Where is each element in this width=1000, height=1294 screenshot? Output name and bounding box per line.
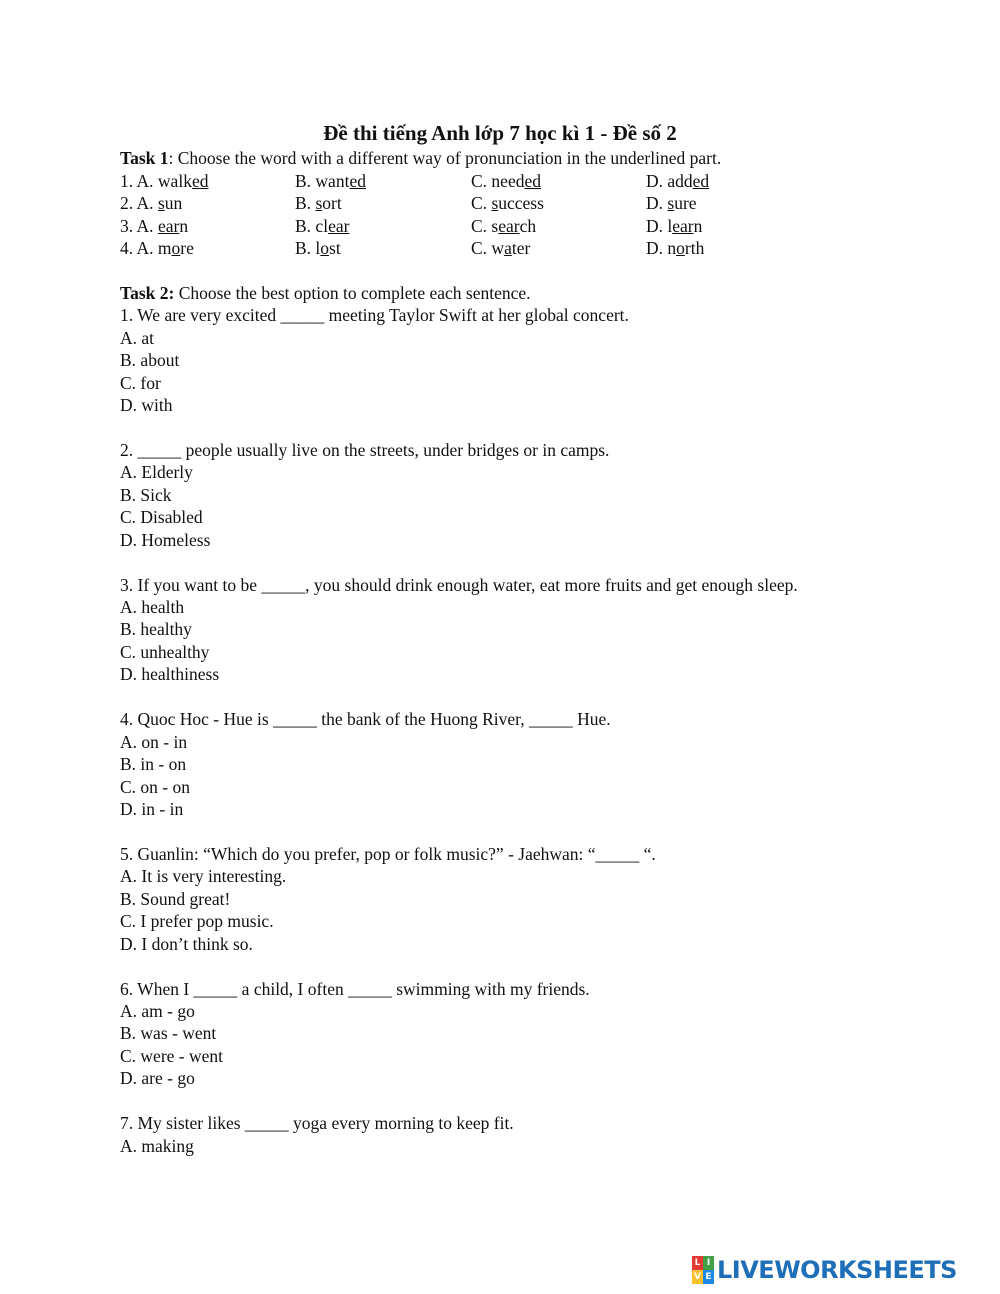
answer-option[interactable]: A. on - in (120, 732, 188, 752)
question-text: 5. Guanlin: “Which do you prefer, pop or folk music?” - Jaehwan: “_____ “. (120, 844, 656, 864)
task1-option[interactable]: C. search (471, 216, 537, 236)
task2-label: Task 2: (120, 283, 175, 303)
logo-mark-letter: L (692, 1256, 703, 1270)
task1-option[interactable]: 4. A. more (120, 238, 194, 258)
task1-heading (120, 147, 721, 169)
answer-option[interactable]: B. Sick (120, 485, 172, 505)
question-text: 6. When I _____ a child, I often _____ swimming with my friends. (120, 979, 590, 999)
task1-option[interactable]: 2. A. sun (120, 193, 183, 213)
answer-option[interactable]: B. in - on (120, 754, 187, 774)
task1-instruction: : Choose the word with a different way of pronunciation in the underlined part. (168, 148, 722, 168)
answer-option[interactable]: D. Homeless (120, 530, 211, 550)
answer-option[interactable]: A. It is very interesting. (120, 866, 287, 886)
task1-row (120, 170, 840, 192)
answer-option[interactable]: C. I prefer pop music. (120, 911, 274, 931)
answer-option[interactable]: D. with (120, 395, 173, 415)
task1-label: Task 1 (120, 148, 169, 168)
answer-option[interactable]: C. Disabled (120, 507, 203, 527)
answer-option[interactable]: C. for (120, 373, 161, 393)
answer-option[interactable]: D. I don’t think so. (120, 934, 253, 954)
task1-option[interactable]: B. sort (295, 193, 342, 213)
answer-option[interactable]: B. healthy (120, 619, 192, 639)
answer-option[interactable]: D. in - in (120, 799, 184, 819)
task1-option[interactable]: D. north (646, 238, 705, 258)
answer-option[interactable]: D. healthiness (120, 664, 220, 684)
task1-option[interactable]: C. success (471, 193, 544, 213)
question-text: 2. _____ people usually live on the streets, under bridges or in camps. (120, 440, 610, 460)
answer-option[interactable]: B. was - went (120, 1023, 217, 1043)
answer-option[interactable]: A. making (120, 1136, 194, 1156)
task1-option[interactable]: D. learn (646, 216, 703, 236)
answer-option[interactable]: D. are - go (120, 1068, 195, 1088)
answer-option[interactable]: C. on - on (120, 777, 190, 797)
question-text: 4. Quoc Hoc - Hue is _____ the bank of the Huong River, _____ Hue. (120, 709, 611, 729)
question-text: 1. We are very excited _____ meeting Taylor Swift at her global concert. (120, 305, 629, 325)
liveworksheets-logo[interactable] (692, 1254, 957, 1286)
page-title: Đề thi tiếng Anh lớp 7 học kì 1 - Đề số 2 (323, 121, 677, 145)
answer-option[interactable]: A. health (120, 597, 185, 617)
task2-instruction: Choose the best option to complete each sentence. (174, 283, 531, 303)
question-text: 3. If you want to be _____, you should drink enough water, eat more fruits and get enough sleep. (120, 575, 798, 595)
answer-option[interactable]: B. Sound great! (120, 889, 231, 909)
logo-mark-letter: I (703, 1256, 714, 1270)
task1-option[interactable]: B. wanted (295, 171, 366, 191)
answer-option[interactable]: A. at (120, 328, 155, 348)
task1-option[interactable]: D. sure (646, 193, 697, 213)
task1-row (120, 192, 840, 214)
answer-option[interactable]: C. were - went (120, 1046, 224, 1066)
task1-option[interactable]: C. needed (471, 171, 541, 191)
task1-option[interactable]: B. lost (295, 238, 341, 258)
question-text: 7. My sister likes _____ yoga every morning to keep fit. (120, 1113, 514, 1133)
task2-heading (120, 282, 531, 304)
task1-option[interactable]: B. clear (295, 216, 350, 236)
liveworksheets-logo-icon (692, 1256, 714, 1284)
answer-option[interactable]: C. unhealthy (120, 642, 210, 662)
task1-option[interactable]: 1. A. walked (120, 171, 209, 191)
answer-option[interactable]: A. am - go (120, 1001, 195, 1021)
answer-option[interactable]: B. about (120, 350, 180, 370)
logo-mark-letter: E (703, 1270, 714, 1284)
answer-option[interactable]: A. Elderly (120, 462, 193, 482)
task1-option[interactable]: D. added (646, 171, 710, 191)
task1-row (120, 215, 840, 237)
task1-option[interactable]: C. water (471, 238, 531, 258)
task1-row (120, 237, 840, 259)
logo-mark-letter: V (692, 1270, 703, 1284)
task1-option[interactable]: 3. A. earn (120, 216, 189, 236)
liveworksheets-logo-text: LIVEWORKSHEETS (717, 1256, 957, 1284)
